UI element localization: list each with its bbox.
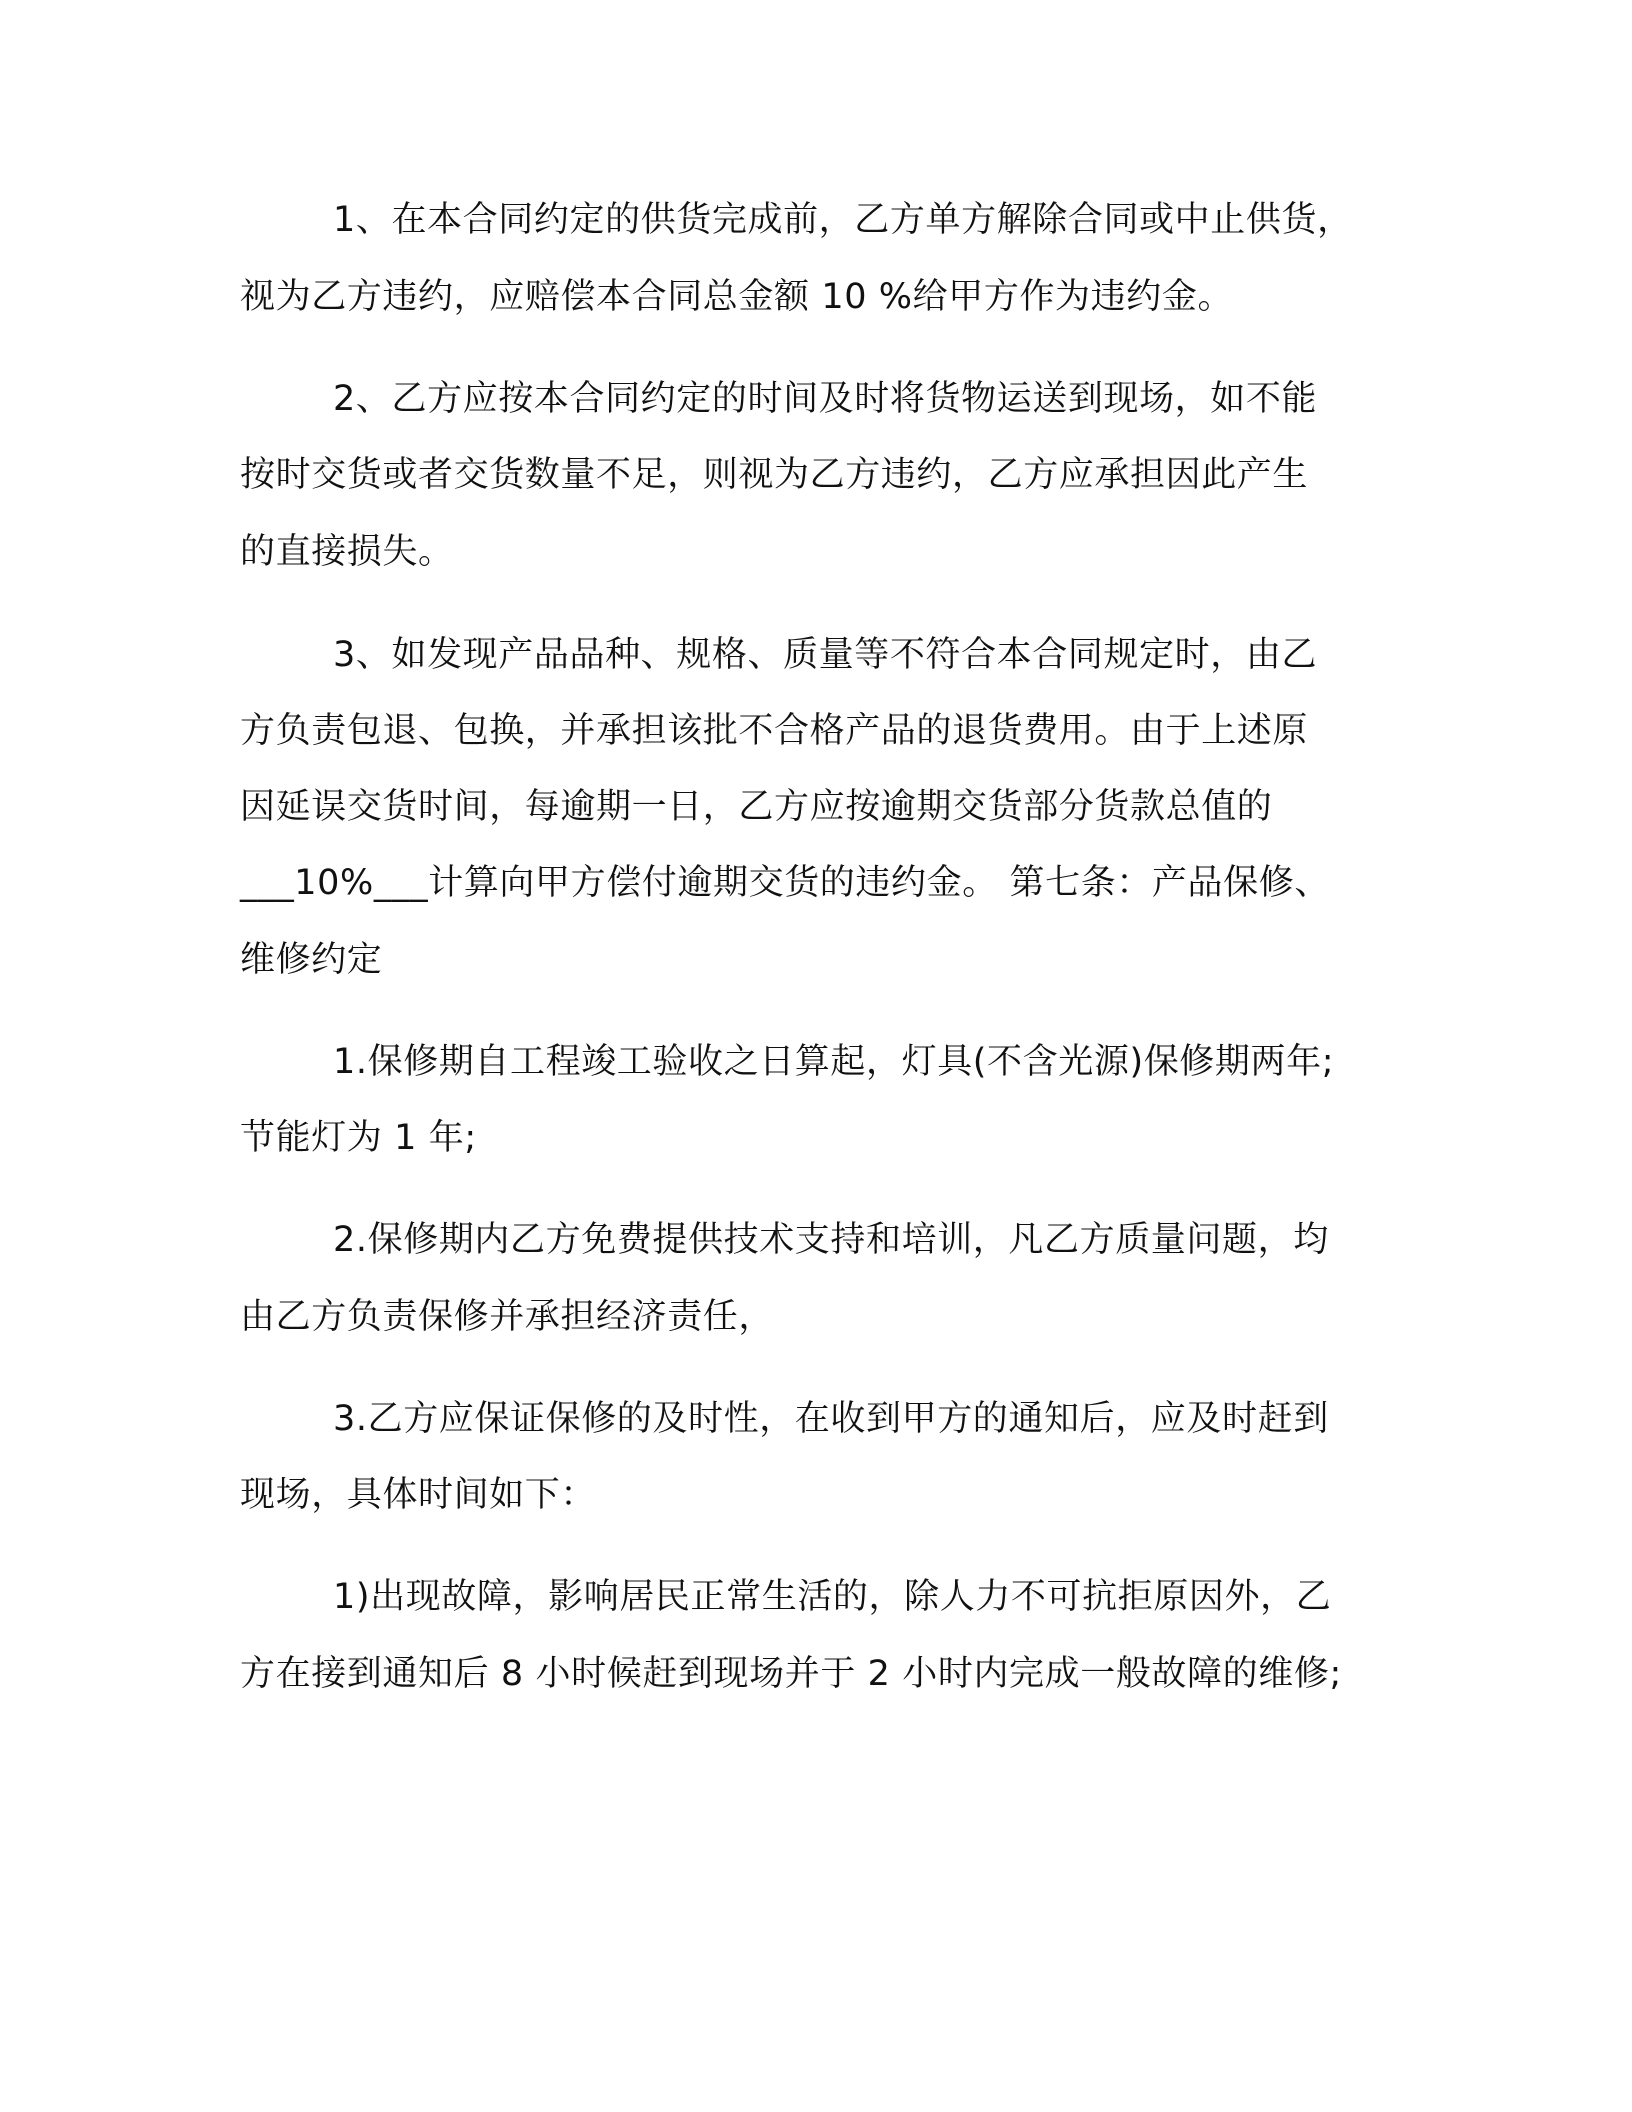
paragraph-line: 由乙方负责保修并承担经济责任， (240, 1297, 775, 1337)
paragraph-line: 3、如发现产品品种、规格、质量等不符合本合同规定时，由乙 (333, 635, 1318, 675)
paragraph-line: 的直接损失。 (240, 532, 454, 572)
paragraph-line: 现场，具体时间如下： (240, 1475, 597, 1515)
paragraph-line: 方负责包退、包换，并承担该批不合格产品的退货费用。由于上述原 (240, 711, 1309, 751)
paragraph-line: 按时交货或者交货数量不足，则视为乙方违约，乙方应承担因此产生 (240, 455, 1309, 495)
paragraph-line: 节能灯为 1 年; (240, 1118, 477, 1158)
paragraph-line: 1、在本合同约定的供货完成前，乙方单方解除合同或中止供货， (333, 200, 1353, 240)
paragraph-line: 视为乙方违约，应赔偿本合同总金额 10 %给甲方作为违约金。 (240, 277, 1234, 317)
paragraph-line: 3.乙方应保证保修的及时性，在收到甲方的通知后，应及时赶到 (333, 1399, 1329, 1439)
paragraph-line: 2.保修期内乙方免费提供技术支持和培训，凡乙方质量问题，均 (333, 1220, 1329, 1260)
paragraph-line: 方在接到通知后 8 小时候赶到现场并于 2 小时内完成一般故障的维修; (240, 1654, 1342, 1694)
paragraph-line: ___10%___计算向甲方偿付逾期交货的违约金。 第七条：产品保修、 (240, 863, 1330, 903)
paragraph-line: 维修约定 (240, 940, 383, 980)
paragraph-line: 2、乙方应按本合同约定的时间及时将货物运送到现场，如不能 (333, 379, 1318, 419)
paragraph-line: 1.保修期自工程竣工验收之日算起，灯具(不含光源)保修期两年; (333, 1042, 1335, 1082)
paragraph-line: 1)出现故障，影响居民正常生活的，除人力不可抗拒原因外，乙 (333, 1577, 1332, 1617)
paragraph-line: 因延误交货时间，每逾期一日，乙方应按逾期交货部分货款总值的 (240, 787, 1273, 827)
